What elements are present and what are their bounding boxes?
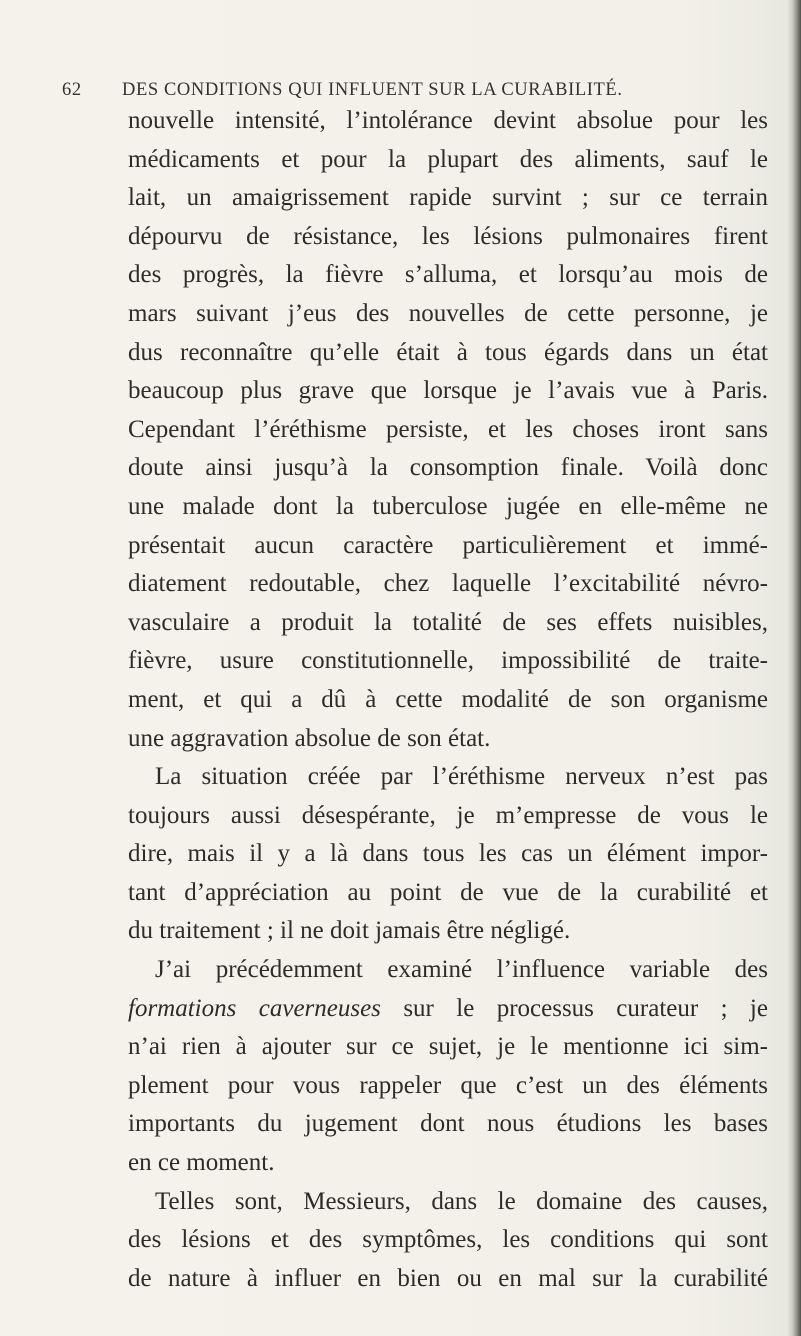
- italic-term: formations caverneuses: [128, 994, 381, 1022]
- text-line: une malade dont la tuberculose jugée en elle-même ne: [128, 492, 768, 520]
- text-line: plement pour vous rappeler que c’est un des éléments: [128, 1071, 768, 1099]
- text-line: nouvelle intensité, l’intolérance devint absolue pour les: [128, 107, 768, 134]
- text-line: importants du jugement dont nous étudions les bases: [128, 1110, 768, 1138]
- paragraph-start-line: J’ai précédemment examiné l’influence variable des: [155, 956, 768, 984]
- text-line-continuation: sur le processus curateur ; je: [380, 994, 768, 1022]
- page-number: 62: [62, 80, 82, 100]
- text-line: Cependant l’éréthisme persiste, et les choses iront sans: [128, 415, 768, 443]
- page-edge-shadow: [787, 0, 801, 1336]
- text-line: mars suivant j’eus des nouvelles de cette personne, je: [128, 299, 768, 327]
- text-line: médicaments et pour la plupart des aliments, sauf le: [128, 145, 768, 173]
- text-line: fièvre, usure constitutionnelle, impossibilité de traite-: [128, 647, 768, 675]
- body-text: [128, 102, 768, 1298]
- text-line: doute ainsi jusqu’à la consomption finale. Voilà donc: [128, 454, 768, 482]
- text-line: vasculaire a produit la totalité de ses effets nuisibles,: [128, 608, 768, 636]
- text-line: diatement redoutable, chez laquelle l’excitabilité névro-: [128, 570, 768, 598]
- text-line: toujours aussi désespérante, je m’empresse de vous le: [128, 801, 768, 829]
- text-line: dépourvu de résistance, les lésions pulmonaires firent: [128, 222, 768, 250]
- running-title: DES CONDITIONS QUI INFLUENT SUR LA CURABILITÉ.: [122, 80, 623, 100]
- text-line: présentait aucun caractère particulièrement et immé-: [128, 531, 768, 559]
- text-line: dire, mais il y a là dans tous les cas un élément impor-: [128, 840, 768, 868]
- text-line: ment, et qui a dû à cette modalité de son organisme: [128, 685, 768, 713]
- paragraph-end-line: une aggravation absolue de son état.: [128, 724, 491, 752]
- paragraph-start-line: La situation créée par l’éréthisme nerveux n’est pas: [155, 763, 768, 791]
- text-line: tant d’appréciation au point de vue de la curabilité et: [128, 878, 768, 906]
- text-line: de nature à influer en bien ou en mal sur la curabilité: [128, 1264, 768, 1292]
- text-line: beaucoup plus grave que lorsque je l’avais vue à Paris.: [128, 377, 768, 405]
- text-line: des lésions et des symptômes, les conditions qui sont: [128, 1226, 768, 1254]
- text-line: dus reconnaître qu’elle était à tous égards dans un état: [128, 338, 768, 366]
- text-line: lait, un amaigrissement rapide survint ; sur ce terrain: [128, 184, 768, 212]
- text-line: n’ai rien à ajouter sur ce sujet, je le mentionne ici sim-: [128, 1033, 768, 1061]
- paragraph-start-line: Telles sont, Messieurs, dans le domaine des causes,: [155, 1187, 768, 1215]
- text-line: des progrès, la fièvre s’alluma, et lorsqu’au mois de: [128, 261, 768, 289]
- paragraph-end-line: en ce moment.: [128, 1149, 275, 1177]
- text-line: [128, 990, 768, 1029]
- paragraph-end-line: du traitement ; il ne doit jamais être négligé.: [128, 917, 571, 945]
